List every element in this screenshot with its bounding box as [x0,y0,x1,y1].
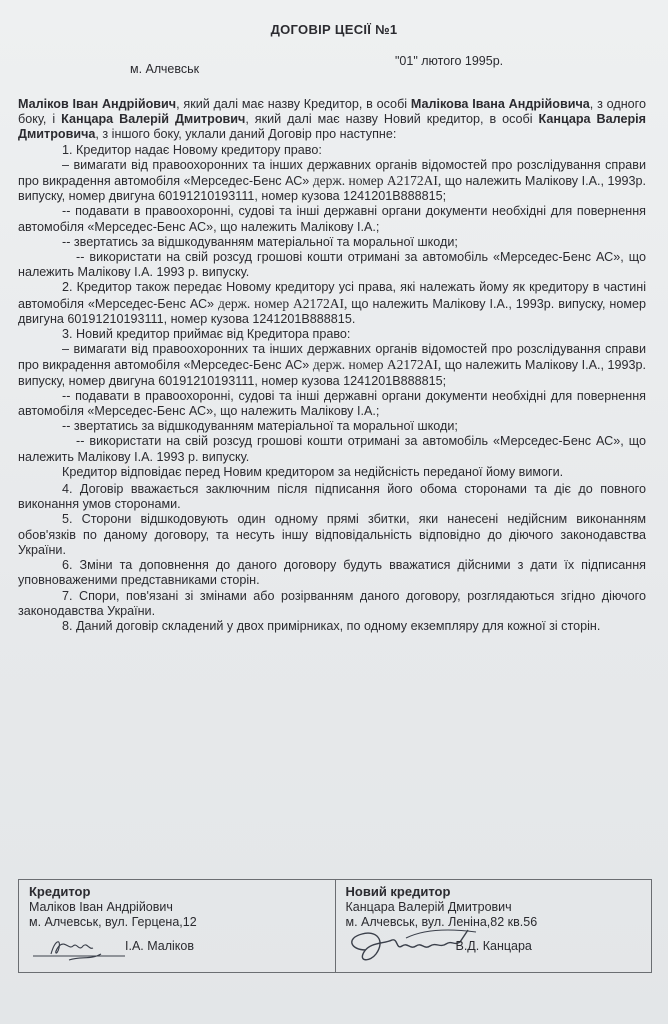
document-title: ДОГОВІР ЦЕСІЇ №1 [270,22,398,37]
clause-6: 6. Зміни та доповнення до даного договору будуть вважатися дійсними з дати їх підписання уповноваженими представниками сторін. [18,558,646,588]
new-creditor-name: Канцара Валерій Дмитрович [345,899,512,914]
clause-text: що належить Малікову І.А., 1993р. випуску, номер двигуна 60191210193111, номер кузова 1241201В888815; [18,174,646,204]
clause-1-item: -- звертатись за відшкодуванням матеріальної та моральної шкоди; [62,234,458,249]
clause-text: – вимагати від правоохоронних та інших державних органів відомостей про розслідування справи про викрадення автомобіля «Мерседес-Бенс АС» [18,342,646,373]
clause-3-item: -- звертатись за відшкодуванням матеріальної та моральної шкоди; [62,419,458,434]
registration-number: держ. номер А2172АІ, [217,295,348,311]
parties-table [18,879,652,973]
intro-text: , з іншого боку, уклали даний Договір про наступне: [95,127,397,142]
new-creditor-signature-name: В.Д. Канцара [455,939,532,953]
intro-text: , який далі має назву Новий кредитор, в особі [245,112,539,127]
creditor-role: Кредитор [29,884,91,899]
new-creditor-role: Новий кредитор [345,884,451,899]
clause-3-heading: 3. Новий кредитор приймає від Кредитора право: [62,327,351,342]
creditor-signature-name: І.А. Маліков [125,939,195,953]
registration-number: держ. номер А2172АІ, [312,173,442,189]
contract-body [18,97,646,634]
clause-1-item [18,158,646,205]
clause-8: 8. Даний договір складений у двох примірниках, по одному екземпляру для кожної зі сторін. [62,618,601,633]
clause-7: 7. Спори, пов'язані зі змінами або розірванням даного договору, розглядаються згідно діючого законодавства України. [18,588,646,618]
clause-3-liability: Кредитор відповідає перед Новим кредитором за недійсність переданої йому вимоги. [62,464,564,479]
clause-2 [18,280,646,327]
clause-3-item: -- використати на свій розсуд грошові кошти отримані за автомобіль «Мерседес-Бенс АС», що належить Малікову І.А. 1993 р. випуску. [18,434,646,464]
party-new-creditor-rep: Канцара Валерія Дмитровича [18,112,646,142]
clause-text: – вимагати від правоохоронних та інших державних органів відомостей про розслідування справи про викрадення автомобіля «Мерседес-Бенс АС» [18,157,646,189]
party-creditor-name: Маліков Іван Андрійович [18,97,177,111]
clause-text: що належить Малікову І.А., 1993р. випуску, номер двигуна 60191210193111, номер кузова 1241201В888815. [18,296,647,326]
clause-1-item: -- використати на свій розсуд грошові кошти отримані за автомобіль «Мерседес-Бенс АС», що належить Малікову І.А. 1993 р. випуску. [18,250,646,280]
clause-1-item: -- подавати в правоохоронні, судові та інші державні органи документи необхідні для повернення автомобіля «Мерседес-Бенс АС», що належить Малікову І.А.; [18,204,646,234]
creditor-block [19,880,335,972]
party-new-creditor-name: Канцара Валерій Дмитрович [61,112,246,127]
clause-5: 5. Сторони відшкодовують один одному прямі збитки, яки нанесені недійсним виконанням обов'язків по даному договору, та несуть іншу відповідальність відповідно до діючого законодавства України. [18,512,646,557]
new-creditor-block [335,880,652,972]
intro-paragraph [18,97,646,143]
document-city: м. Алчевськ [130,62,200,76]
clause-1-heading: 1. Кредитор надає Новому кредитору право: [62,142,322,157]
creditor-signature [29,934,127,962]
registration-number: держ. номер А2172АІ, [312,357,442,373]
intro-text: , з одного боку, і [18,97,646,127]
new-creditor-address: м. Алчевськ, вул. Леніна,82 кв.56 [345,915,538,929]
creditor-name: Маліков Іван Андрійович [29,899,173,914]
clause-3-item [18,342,646,389]
creditor-address: м. Алчевськ, вул. Герцена,12 [29,915,197,929]
document-date: "01" лютого 1995р. [395,54,504,68]
clause-text: 2. Кредитор також передає Новому кредитору усі права, які належать йому як кредитору в частині автомобіля «Мерседес-Бенс АС» [18,280,646,311]
party-creditor-rep: Малікова Івана Андрійовича [410,97,590,111]
intro-text: , який далі має назву Кредитор, в особі [176,97,411,111]
clause-3-item: -- подавати в правоохоронні, судові та інші державні органи документи необхідні для повернення автомобіля «Мерседес-Бенс АС», що належить Малікову І.А.; [18,388,646,419]
clause-text: що належить Малікову І.А., 1993р. випуску, номер двигуна 60191210193111, номер кузова 1241201В888815; [18,358,646,388]
clause-4: 4. Договір вважається заключним після підписання його обома сторонами та діє до повного виконання умов сторонами. [18,482,646,512]
